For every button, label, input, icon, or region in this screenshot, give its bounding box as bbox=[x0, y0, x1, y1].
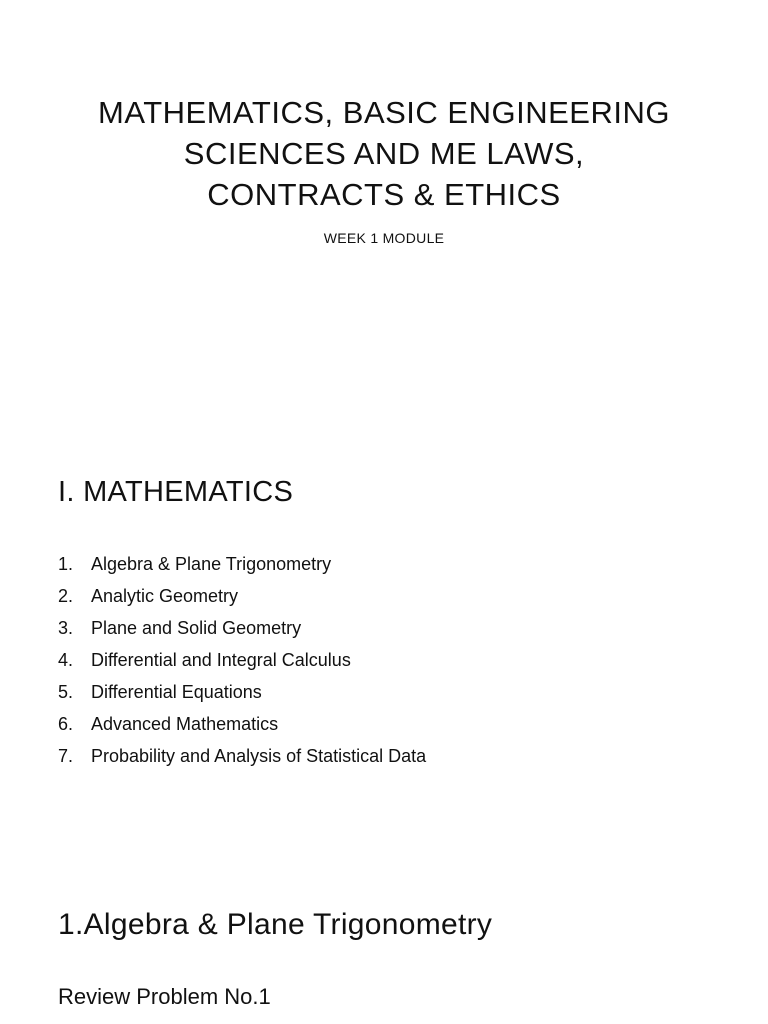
list-item bbox=[58, 612, 426, 644]
list-item-number: 7. bbox=[58, 746, 74, 766]
list-item-number: 4. bbox=[58, 650, 74, 670]
module-subtitle: WEEK 1 MODULE bbox=[323, 230, 445, 246]
section-heading: I. MATHEMATICS bbox=[58, 476, 294, 508]
list-item-number: 3. bbox=[58, 618, 74, 638]
review-problem-heading: Review Problem No.1 bbox=[58, 984, 271, 1009]
list-item-label: Differential and Integral Calculus bbox=[91, 650, 351, 670]
list-item-label: Differential Equations bbox=[91, 682, 262, 702]
list-item bbox=[58, 708, 426, 740]
list-item-label: Plane and Solid Geometry bbox=[91, 618, 302, 638]
list-item bbox=[58, 580, 426, 612]
document-title bbox=[40, 92, 728, 215]
title-slide bbox=[0, 0, 768, 432]
topic-list bbox=[58, 548, 426, 772]
list-item bbox=[58, 644, 426, 676]
mathematics-slide bbox=[0, 432, 768, 864]
title-line-3: CONTRACTS & ETHICS bbox=[207, 177, 561, 212]
list-item-label: Advanced Mathematics bbox=[91, 714, 279, 734]
list-item-label: Probability and Analysis of Statistical Data bbox=[91, 746, 427, 766]
list-item-number: 6. bbox=[58, 714, 74, 734]
list-item-number: 2. bbox=[58, 586, 74, 606]
list-item-label: Analytic Geometry bbox=[91, 586, 239, 606]
section-heading: 1.Algebra & Plane Trigonometry bbox=[58, 908, 493, 941]
title-line-1: MATHEMATICS, BASIC ENGINEERING bbox=[98, 95, 670, 130]
list-item-number: 1. bbox=[58, 554, 74, 574]
list-item bbox=[58, 548, 426, 580]
list-item-label: Algebra & Plane Trigonometry bbox=[91, 554, 332, 574]
list-item-number: 5. bbox=[58, 682, 74, 702]
title-line-2: SCIENCES AND ME LAWS, bbox=[183, 136, 585, 171]
algebra-slide bbox=[0, 864, 768, 1024]
list-item bbox=[58, 676, 426, 708]
list-item bbox=[58, 740, 426, 772]
